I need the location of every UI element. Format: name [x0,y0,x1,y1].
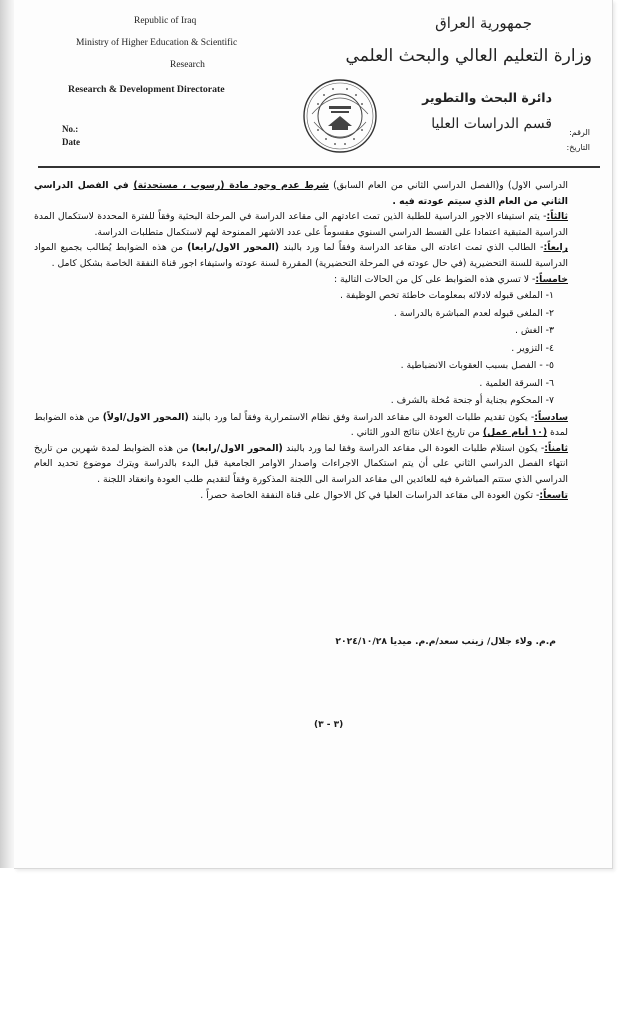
clause-text: - يكون تقديم طلبات العودة الى مقاعد الدراسة وفق نظام الاستمرارية وفقاً لما ورد بالبند [188,411,535,423]
clause-fourth [34,240,568,271]
header-en-country: Republic of Iraq [134,16,197,26]
header-divider [38,166,600,168]
clause-text: - يكون استلام طلبات العودة الى مقاعد الدراسة وفقا لما ورد بالبند [282,442,545,454]
paragraph-emphasis: شرط عدم وجود مادة (رسوب ، مستحدثة) [133,180,329,191]
clause-label: تاسعاً: [539,489,568,501]
clause-reference: (المحور الاول/اولاً) [102,411,189,423]
header-en-directorate: Research & Development Directorate [68,84,225,95]
clause-label: ثالثاً: [546,211,568,223]
clause-text: - لا تسري هذه الضوابط على كل من الحالات التالية : [333,273,536,285]
header-ar-ministry: وزارة التعليم العالي والبحث العلمي [345,46,592,66]
page-number: (٣ - ٣) [314,720,344,730]
clause-text: من هذه الضوابط لمدة [34,411,568,439]
header-ar-country: جمهورية العراق [435,14,532,32]
list-item: ٢- الملغى قبوله لعدم المباشرة بالدراسة . [393,307,554,319]
ministry-seal-icon [302,78,378,154]
header-en-ministry-cont: Research [170,60,205,70]
list-item: ٥- - الفصل بسبب العقوبات الانضباطية . [400,360,554,372]
clause-reference: (المحور الاول/رابعا) [191,442,283,454]
clause-sixth [34,410,568,441]
clause-text: - الطالب الذي تمت اعادته الى مقاعد الدراسة وفقاً لما ورد بالبند [279,242,544,254]
clause-reference: (المحور الاول/رابعا) [187,242,280,254]
paragraph-text: في الفصل الدراسي الثاني من العام الذي سيتم عودته فيه . [34,180,568,207]
clause-text: من تاريخ اعلان نتائج الدور الثاني . [350,427,483,439]
document-page [14,0,613,869]
list-item: ٧- المحكوم بجناية أو جنحة مُخلة بالشرف . [390,395,554,407]
clause-text: من هذه الضوابط لمدة شهرين من تاريخ انتهاء الفصل الدراسي الثاني على أن يتم استكمال الاجراءات واصدار الاوامر الجامعية قبل البدء بالدراسة ويترك موضوع تحديد العام الدراسي الذي ستتم المباشرة فيه للعائدين الى مقاعد الدراسة الى اللجنة المذكورة وفقاً لتقديم طلب العودة وانعقاد اللجنة . [34,442,568,486]
list-item: ٣- الغش . [515,325,554,337]
clause-label: خامساً: [535,273,568,285]
clause-eighth [34,441,568,488]
clause-text: من هذه الضوابط يُطالب بجميع المواد الدراسية للسنة التحضيرية (في حال عودته في المرحلة التحضيرية) المقررة لسنة عودته واستيفاء اجور قناة النفقة الخاصة بشكل كامل . [34,242,568,269]
clause-duration: (١٠ أيام عمل) [482,427,548,439]
clause-fifth [34,272,568,288]
paragraph-text: الدراسي الاول) و(الفصل الدراسي الثاني من العام السابق) [328,180,569,191]
list-item: ٦- السرقة العلمية . [479,377,554,389]
clause-third [34,209,568,240]
header-en-ministry: Ministry of Higher Education & Scientific [76,38,238,48]
clause-ninth [34,488,568,504]
list-item: ٤- التزوير . [511,342,554,354]
clause-label: رابعاً: [543,242,568,254]
exceptions-list [34,287,568,410]
clause-text: - تكون العودة الى مقاعد الدراسات العليا في كل الاحوال على قناة النفقة الخاصة حصراً . [200,489,540,501]
paragraph-continuation [34,178,568,209]
header-ar-date: التاريخ: [566,143,590,152]
list-item: ١- الملغى قبوله لادلائه بمعلومات خاطئة تخص الوظيفة . [340,290,554,302]
clause-text: - يتم استيفاء الاجور الدراسية للطلبة الذين تمت اعادتهم الى مقاعد الدراسة في المرحلة البحثية وفقاً للفترة المحددة لاستكمال المدة الدراسية المتبقية اعتمادا على القسط الدراسي السنوي مقسوماً على عدد الاشهر الممنوحة لهم لاستكمال متطلبات الدراسة. [34,211,568,238]
header-en-date: Date [62,137,80,147]
author-signature-line: م.م. ولاء جلال/ زينب سعد/م.م. ميديا ٢٠٢٤/١٠/٢٨ [335,636,556,647]
clause-label: ثامناً: [544,442,568,454]
document-body [34,178,568,503]
header-ar-no: الرقم: [569,128,590,137]
header-ar-department: قسم الدراسات العليا [431,116,552,132]
clause-label: سادساً: [534,411,568,423]
header-en-no: No.: [62,124,79,134]
header-ar-directorate: دائرة البحث والتطوير [422,90,552,105]
scan-edge [0,0,14,868]
